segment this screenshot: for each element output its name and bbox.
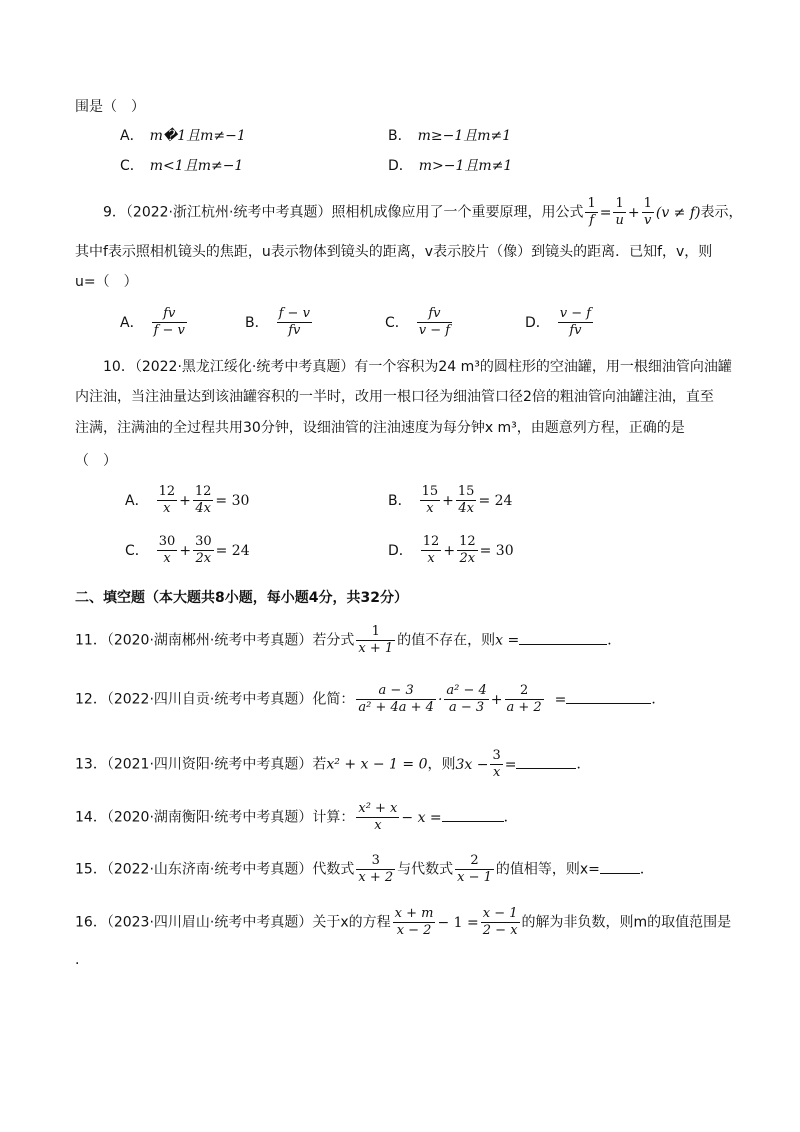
question-source: （2022·山东济南·统考中考真题） (106, 861, 313, 878)
question-source: （2020·湖南郴州·统考中考真题） (106, 632, 313, 649)
q15 (75, 853, 654, 886)
option-label: D． (525, 314, 550, 331)
question-text: 表示， (700, 204, 743, 221)
expr-mid: − 1 = (437, 914, 479, 931)
question-source: （2022·四川自贡·统考中考真题） (106, 691, 313, 708)
frac-num: x − 1 (482, 906, 518, 921)
question-text: 若 (312, 756, 327, 773)
q8-option-b[interactable] (388, 126, 511, 146)
frac-den: x (426, 501, 434, 516)
question-number: 14． (75, 809, 107, 826)
frac-den: a + 2 (506, 700, 542, 715)
q9-option-a[interactable] (120, 306, 189, 339)
option-label: A． (120, 128, 144, 144)
answer-var: x = (495, 632, 520, 649)
question-number: 13． (75, 756, 107, 773)
question-text: 计算： (312, 809, 355, 826)
frac-den: x (427, 551, 435, 566)
option-label: A． (125, 492, 149, 509)
question-text: 与代数式 (397, 861, 454, 878)
q16 (75, 906, 731, 939)
answer-blank[interactable] (442, 807, 504, 822)
frac-den: 2x (459, 551, 476, 566)
frac-num: a² − 4 (446, 683, 487, 698)
q11 (75, 624, 621, 657)
q8-tail: 围是（ ） (75, 99, 145, 115)
q10-line3: 注满，注满油的全过程共用30分钟，设细油管的注油速度为每分钟x m³，由题意列方程，正确的是 (75, 420, 685, 436)
equation-rhs: = 24 (478, 492, 513, 509)
question-end: ． (607, 632, 622, 649)
frac-num: 2 (505, 683, 544, 700)
frac-num: 12 (422, 534, 440, 549)
question-text: ，则 (427, 756, 456, 773)
given-equation: x² + x − 1 = 0 (326, 756, 428, 773)
frac-den: v − f (418, 323, 451, 338)
question-source: （2020·湖南衡阳·统考中考真题） (106, 809, 313, 826)
equation-rhs: = 30 (215, 492, 250, 509)
question-source: （2022·黑龙江绥化·统考中考真题） (134, 359, 355, 375)
frac-den: x − 1 (457, 870, 492, 885)
option-expr: m�1且m≠−1 (149, 128, 246, 144)
question-source: （2021·四川资阳·统考中考真题） (106, 756, 313, 773)
q16-tail: . (75, 952, 80, 968)
question-number: 9． (103, 204, 126, 221)
option-label: C． (385, 314, 409, 331)
question-end: ． (576, 756, 591, 773)
q12: 12．（2022·四川自贡·统考中考真题）化简： $\frac{a - 3}{\text{a² + 4a + 4}}$ · $\frac{\text{a² − 4}}{a - 3}$ + $\frac{2}{a + 2}$ = ． (75, 683, 666, 715)
q9-option-d[interactable] (525, 306, 595, 339)
frac-num: f − v (278, 306, 310, 321)
frac-num: fv (417, 306, 452, 323)
frac-num: 3 (356, 853, 395, 870)
frac-num: v − f (559, 306, 592, 321)
frac-den: x (374, 818, 382, 833)
expr-rest: − x = (401, 809, 442, 826)
q10-option-a[interactable]: A． $\frac{12}{x}$ + $\frac{12}{4x}$ = 30 (125, 484, 250, 516)
frac-num: 12 (158, 484, 176, 499)
option-label: D． (388, 158, 413, 174)
frac-num: 2 (455, 853, 494, 870)
frac-num: 30 (195, 534, 212, 549)
equals-sign: = (504, 756, 517, 773)
frac-den: fv (569, 323, 582, 338)
question-end: ． (639, 861, 654, 878)
option-expr: m>−1且m≠1 (418, 158, 513, 174)
q9-line1 (103, 196, 743, 229)
frac-den: x + 1 (358, 641, 394, 656)
q10-option-d[interactable]: D． $\frac{12}{x}$ + $\frac{12}{2x}$ = 30 (388, 534, 514, 566)
question-number: 16． (75, 914, 107, 931)
q10-option-b[interactable]: B． $\frac{15}{x}$ + $\frac{15}{4x}$ = 24 (388, 484, 513, 516)
option-expr: m<1且m≠−1 (149, 158, 244, 174)
question-text: 的值相等，则x= (495, 861, 600, 878)
option-label: C． (125, 542, 149, 559)
q10-option-c[interactable]: C． $\frac{30}{x}$ + $\frac{30}{2x}$ = 24 (125, 534, 250, 566)
frac-den: 2x (195, 551, 212, 566)
frac-den: fv (288, 323, 301, 338)
question-source: （2023·四川眉山·统考中考真题） (106, 914, 313, 931)
frac-den: x (492, 765, 501, 780)
q9-line2: 其中f表示照相机镜头的焦距，u表示物体到镜头的距离，v表示胶片（像）到镜头的距离．已知f，v，则 (75, 244, 713, 260)
frac-num: 12 (194, 484, 212, 499)
frac-num: fv (152, 306, 187, 323)
question-number: 11． (75, 632, 107, 649)
question-text: 若分式 (312, 632, 355, 649)
question-text: 关于x的方程 (312, 914, 391, 931)
frac-num: 30 (158, 534, 176, 549)
frac-den: f − v (153, 323, 185, 338)
frac-den: x (163, 501, 171, 516)
question-text: 有一个容积为24 m³的圆柱形的空油罐，用一根细油管向油罐 (354, 359, 732, 375)
equals-sign: = (554, 691, 567, 708)
frac-den: x + 2 (358, 870, 394, 885)
frac-den: 4x (458, 501, 474, 516)
q8-option-a[interactable] (120, 126, 246, 146)
question-number: 12． (75, 691, 107, 708)
option-label: B． (245, 314, 269, 331)
frac-den: 4x (195, 501, 211, 516)
frac-den: a − 3 (448, 700, 485, 715)
q9-option-c[interactable] (385, 306, 454, 339)
question-text: 化简： (312, 691, 355, 708)
q10-line2: 内注油，当注油量达到该油罐容积的一半时，改用一根口径为细油管口径2倍的粗油管向油罐注油，直至 (75, 389, 714, 405)
q10-line1 (103, 357, 732, 377)
answer-blank[interactable] (600, 859, 640, 874)
option-label: B． (388, 492, 412, 509)
frac-num: x + m (394, 906, 434, 921)
frac-num: 15 (421, 484, 439, 499)
option-expr: m≥−1且m≠1 (417, 128, 512, 144)
frac-den: x − 2 (396, 923, 432, 938)
option-label: A． (120, 314, 144, 331)
frac-num: 1 (356, 624, 395, 641)
option-label: B． (388, 128, 412, 144)
lens-formula: $\frac{1}{f}$ = $\frac{1}{u}$ + $\frac{1}{v}$ (v ≠ f) (587, 196, 701, 228)
question-text: 照相机成像应用了一个重要原理，用公式 (331, 204, 584, 221)
q10-line4: （ ） (75, 453, 117, 469)
section-title: 二、填空题（本大题共8小题，每小题4分，共32分） (75, 590, 408, 606)
option-label: C． (120, 158, 144, 174)
question-text: 的解为非负数，则m的取值范围是 (521, 914, 732, 931)
question-number: 10． (103, 359, 135, 375)
question-end: ． (503, 809, 518, 826)
frac-num: 12 (459, 534, 476, 549)
frac-num: 15 (457, 484, 475, 499)
frac-num: a − 3 (356, 683, 436, 700)
expr-lhs: 3x − (455, 756, 489, 773)
frac-num: 3 (492, 748, 501, 763)
answer-blank[interactable] (519, 630, 607, 645)
formula-condition: (v ≠ f) (655, 204, 701, 221)
q9-option-b[interactable] (245, 306, 314, 339)
q8-option-d[interactable] (388, 156, 512, 176)
q9-line3: u=（ ） (75, 274, 138, 290)
frac-den: 2 − x (482, 923, 518, 938)
q14 (75, 801, 518, 834)
q13 (75, 748, 590, 781)
equation-rhs: = 24 (215, 542, 250, 559)
frac-den: a² + 4a + 4 (358, 700, 434, 715)
frac-num: x² + x (358, 801, 398, 816)
question-text: 代数式 (312, 861, 355, 878)
q8-option-c[interactable] (120, 156, 243, 176)
question-text: 的值不存在，则 (397, 632, 496, 649)
question-source: （2022·浙江杭州·统考中考真题） (125, 204, 332, 221)
answer-blank[interactable] (566, 689, 651, 704)
option-label: D． (388, 542, 413, 559)
equation-rhs: = 30 (479, 542, 514, 559)
answer-blank[interactable] (516, 754, 576, 769)
question-end: ． (651, 691, 666, 708)
question-number: 15． (75, 861, 107, 878)
frac-den: x (163, 551, 171, 566)
